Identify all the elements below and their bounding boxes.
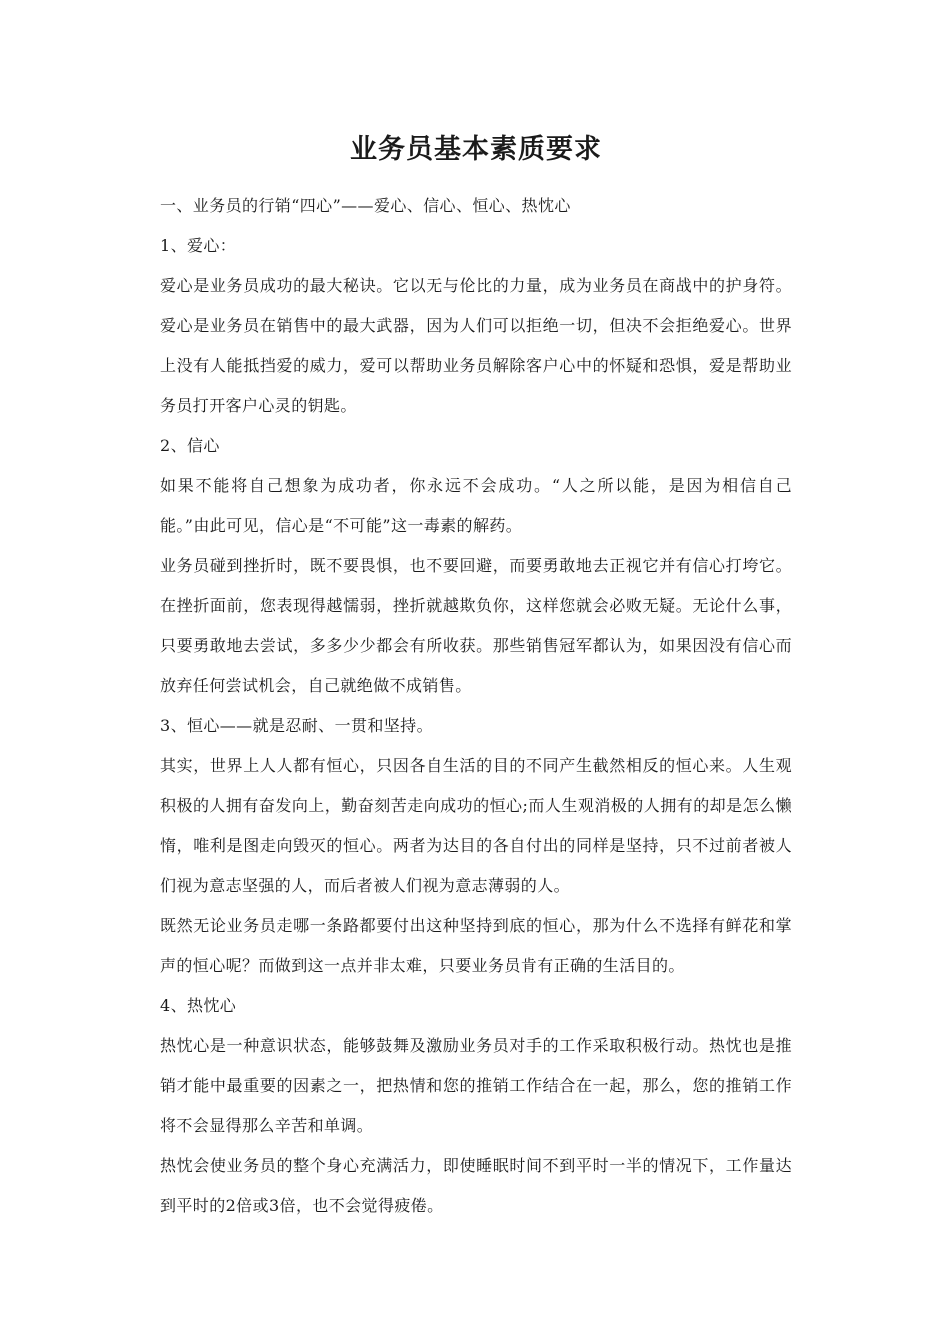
- section-love: [160, 226, 792, 426]
- section-heading: 2、信心: [160, 436, 220, 455]
- section-paragraph: 爱心是业务员成功的最大秘诀。它以无与伦比的力量，成为业务员在商战中的护身符。爱心是业务员在销售中的最大武器，因为人们可以拒绝一切，但决不会拒绝爱心。世界上没有人能抵挡爱的威力，爱可以帮助业务员解除客户心中的怀疑和恐惧，爱是帮助业务员打开客户心灵的钥匙。: [160, 276, 792, 415]
- section-paragraph: 热忱心是一种意识状态，能够鼓舞及激励业务员对手的工作采取积极行动。热忱也是推销才能中最重要的因素之一，把热情和您的推销工作结合在一起，那么，您的推销工作将不会显得那么辛苦和单调。: [160, 1036, 792, 1135]
- section-paragraph: 其实，世界上人人都有恒心，只因各自生活的目的不同产生截然相反的恒心来。人生观积极的人拥有奋发向上，勤奋刻苦走向成功的恒心;而人生观消极的人拥有的却是怎么懒惰，唯利是图走向毁灭的恒心。两者为达目的各自付出的同样是坚持，只不过前者被人们视为意志坚强的人，而后者被人们视为意志薄弱的人。: [160, 756, 792, 895]
- section-heading: 4、热忱心: [160, 996, 237, 1015]
- section-heading: 3、恒心——就是忍耐、一贯和坚持。: [160, 716, 433, 735]
- document-page: [160, 128, 792, 1226]
- intro-heading: 一、业务员的行销“四心”——爱心、信心、恒心、热忱心: [160, 196, 571, 215]
- document-title: 业务员基本素质要求: [350, 134, 602, 165]
- section-paragraph: 热忱会使业务员的整个身心充满活力，即使睡眠时间不到平时一半的情况下，工作量达到平时的2倍或3倍，也不会觉得疲倦。: [160, 1156, 792, 1215]
- section-paragraph: 业务员碰到挫折时，既不要畏惧，也不要回避，而要勇敢地去正视它并有信心打垮它。在挫折面前，您表现得越懦弱，挫折就越欺负你，这样您就会必败无疑。无论什么事，只要勇敢地去尝试，多多少少都会有所收获。那些销售冠军都认为，如果因没有信心而放弃任何尝试机会，自己就绝做不成销售。: [160, 556, 792, 695]
- section-confidence: [160, 426, 792, 706]
- section-heading: 1、爱心：: [160, 236, 237, 255]
- section-paragraph: 如果不能将自己想象为成功者，你永远不会成功。“人之所以能，是因为相信自己能。”由此可见，信心是“不可能”这一毒素的解药。: [160, 476, 792, 535]
- section-enthusiasm: [160, 986, 792, 1226]
- section-perseverance: [160, 706, 792, 986]
- section-paragraph: 既然无论业务员走哪一条路都要付出这种坚持到底的恒心，那为什么不选择有鲜花和掌声的恒心呢？而做到这一点并非太难，只要业务员肯有正确的生活目的。: [160, 916, 792, 975]
